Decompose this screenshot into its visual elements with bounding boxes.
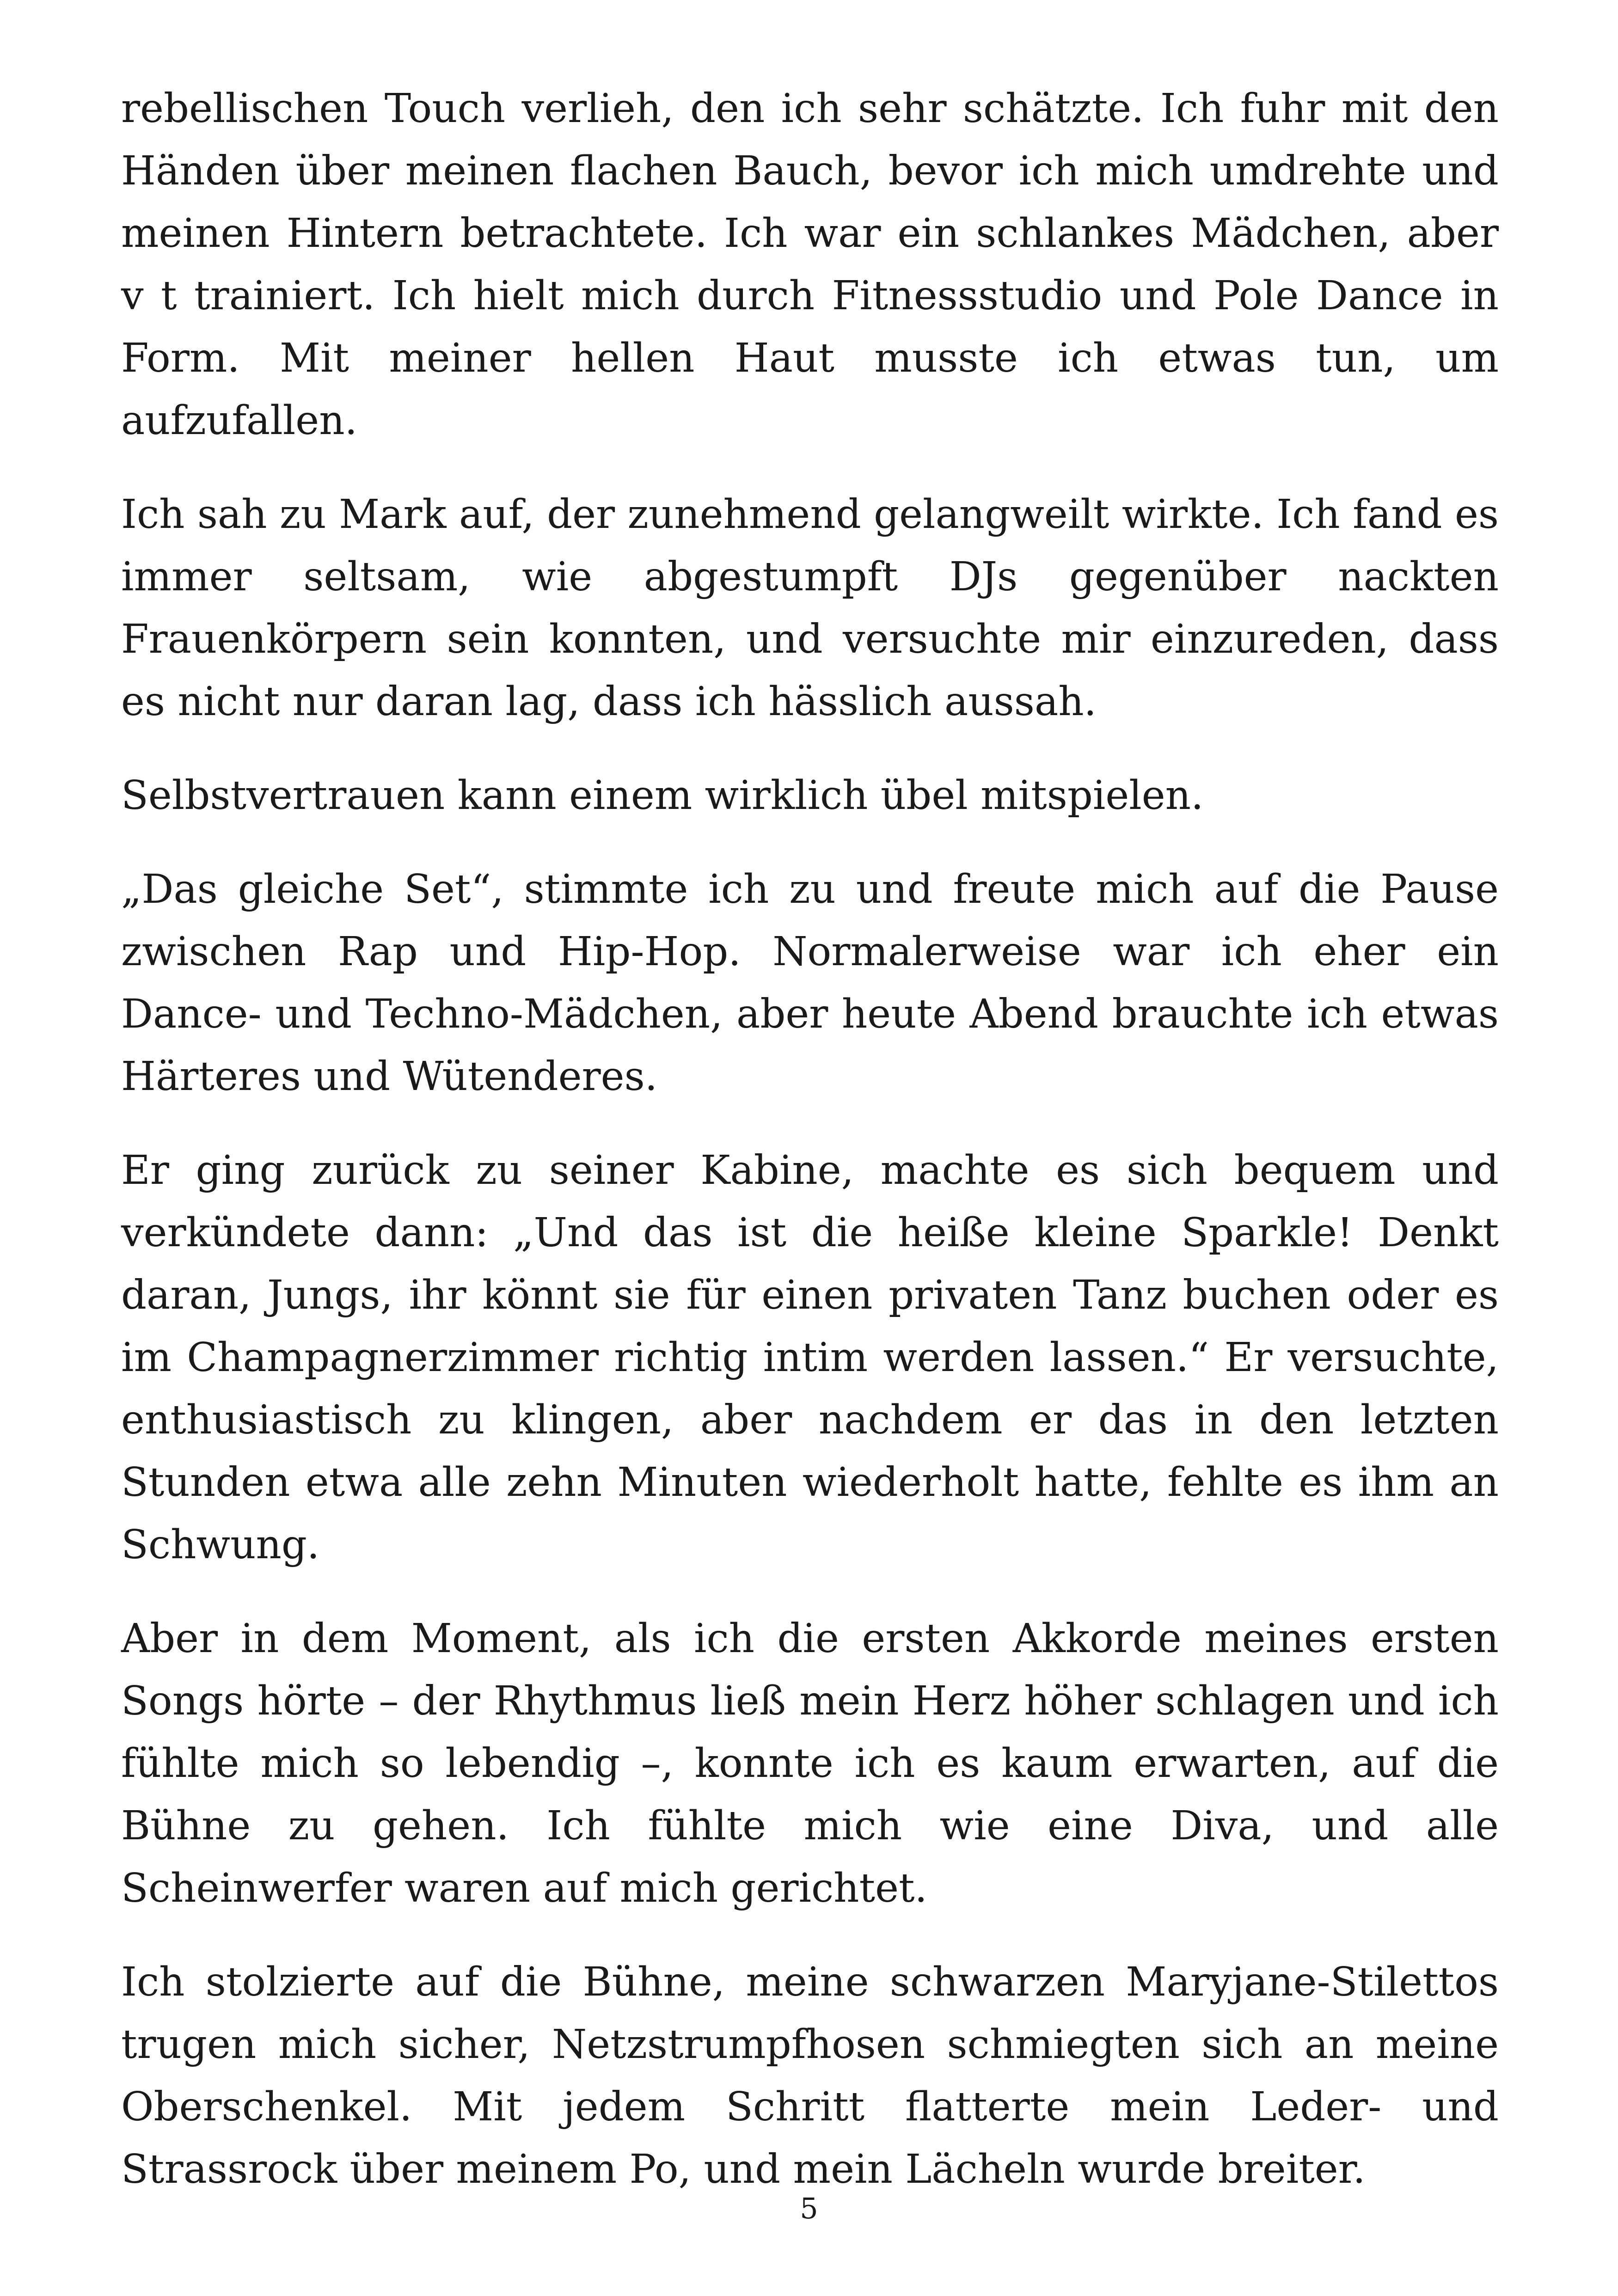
paragraph-3: Selbstvertrauen kann einem wirklich übel mitspielen. bbox=[121, 772, 1204, 819]
paragraph-2: Ich sah zu Mark auf, der zunehmend gelangweilt wirkte. Ich fand es immer seltsam, wie abgestumpft DJs gegenüber nackten Frauenkörpern sein konnten, und versuchte mir einzureden, dass es nicht nur daran lag, dass ich hässlich aussah. bbox=[121, 491, 1499, 725]
body-text bbox=[121, 78, 1499, 2201]
paragraph-7: Ich stolzierte auf die Bühne, meine schwarzen Maryjane-Stilettos trugen mich sicher, Netzstrumpfhosen schmiegten sich an meine Oberschenkel. Mit jedem Schritt flatterte mein Leder- und Strassrock über meinem Po, und mein Lächeln wurde breiter. bbox=[121, 1959, 1499, 2192]
paragraph-1: rebellischen Touch verlieh, den ich sehr schätzte. Ich fuhr mit den Händen über meinen flachen Bauch, bevor ich mich umdrehte und meinen Hintern betrachtete. Ich war ein schlankes Mädchen, aber v t trainiert. Ich hielt mich durch Fitnessstudio und Pole Dance in Form. Mit meiner hellen Haut musste ich etwas tun, um aufzufallen. bbox=[121, 86, 1499, 444]
paragraph-5: Er ging zurück zu seiner Kabine, machte es sich bequem und verkündete dann: „Und das ist die heiße kleine Sparkle! Denkt daran, Jungs, ihr könnt sie für einen privaten Tanz buchen oder es im Champagnerzimmer richtig intim werden lassen.“ Er versuchte, enthusiastisch zu klingen, aber nachdem er das in den letzten Stunden etwa alle zehn Minuten wiederholt hatte, fehlte es ihm an Schwung. bbox=[121, 1147, 1499, 1568]
paragraph-6: Aber in dem Moment, als ich die ersten Akkorde meines ersten Songs hörte – der Rhythmus ließ mein Herz höher schlagen und ich fühlte mich so lebendig –, konnte ich es kaum erwarten, auf die Bühne zu gehen. Ich fühlte mich wie eine Diva, und alle Scheinwerfer waren auf mich gerichtet. bbox=[121, 1616, 1499, 1911]
paragraph-4: „Das gleiche Set“, stimmte ich zu und freute mich auf die Pause zwischen Rap und Hip-Hop. Normalerweise war ich eher ein Dance- und Techno-Mädchen, aber heute Abend brauchte ich etwas Härteres und Wütenderes. bbox=[121, 866, 1499, 1100]
page-number: 5 bbox=[800, 2192, 818, 2225]
